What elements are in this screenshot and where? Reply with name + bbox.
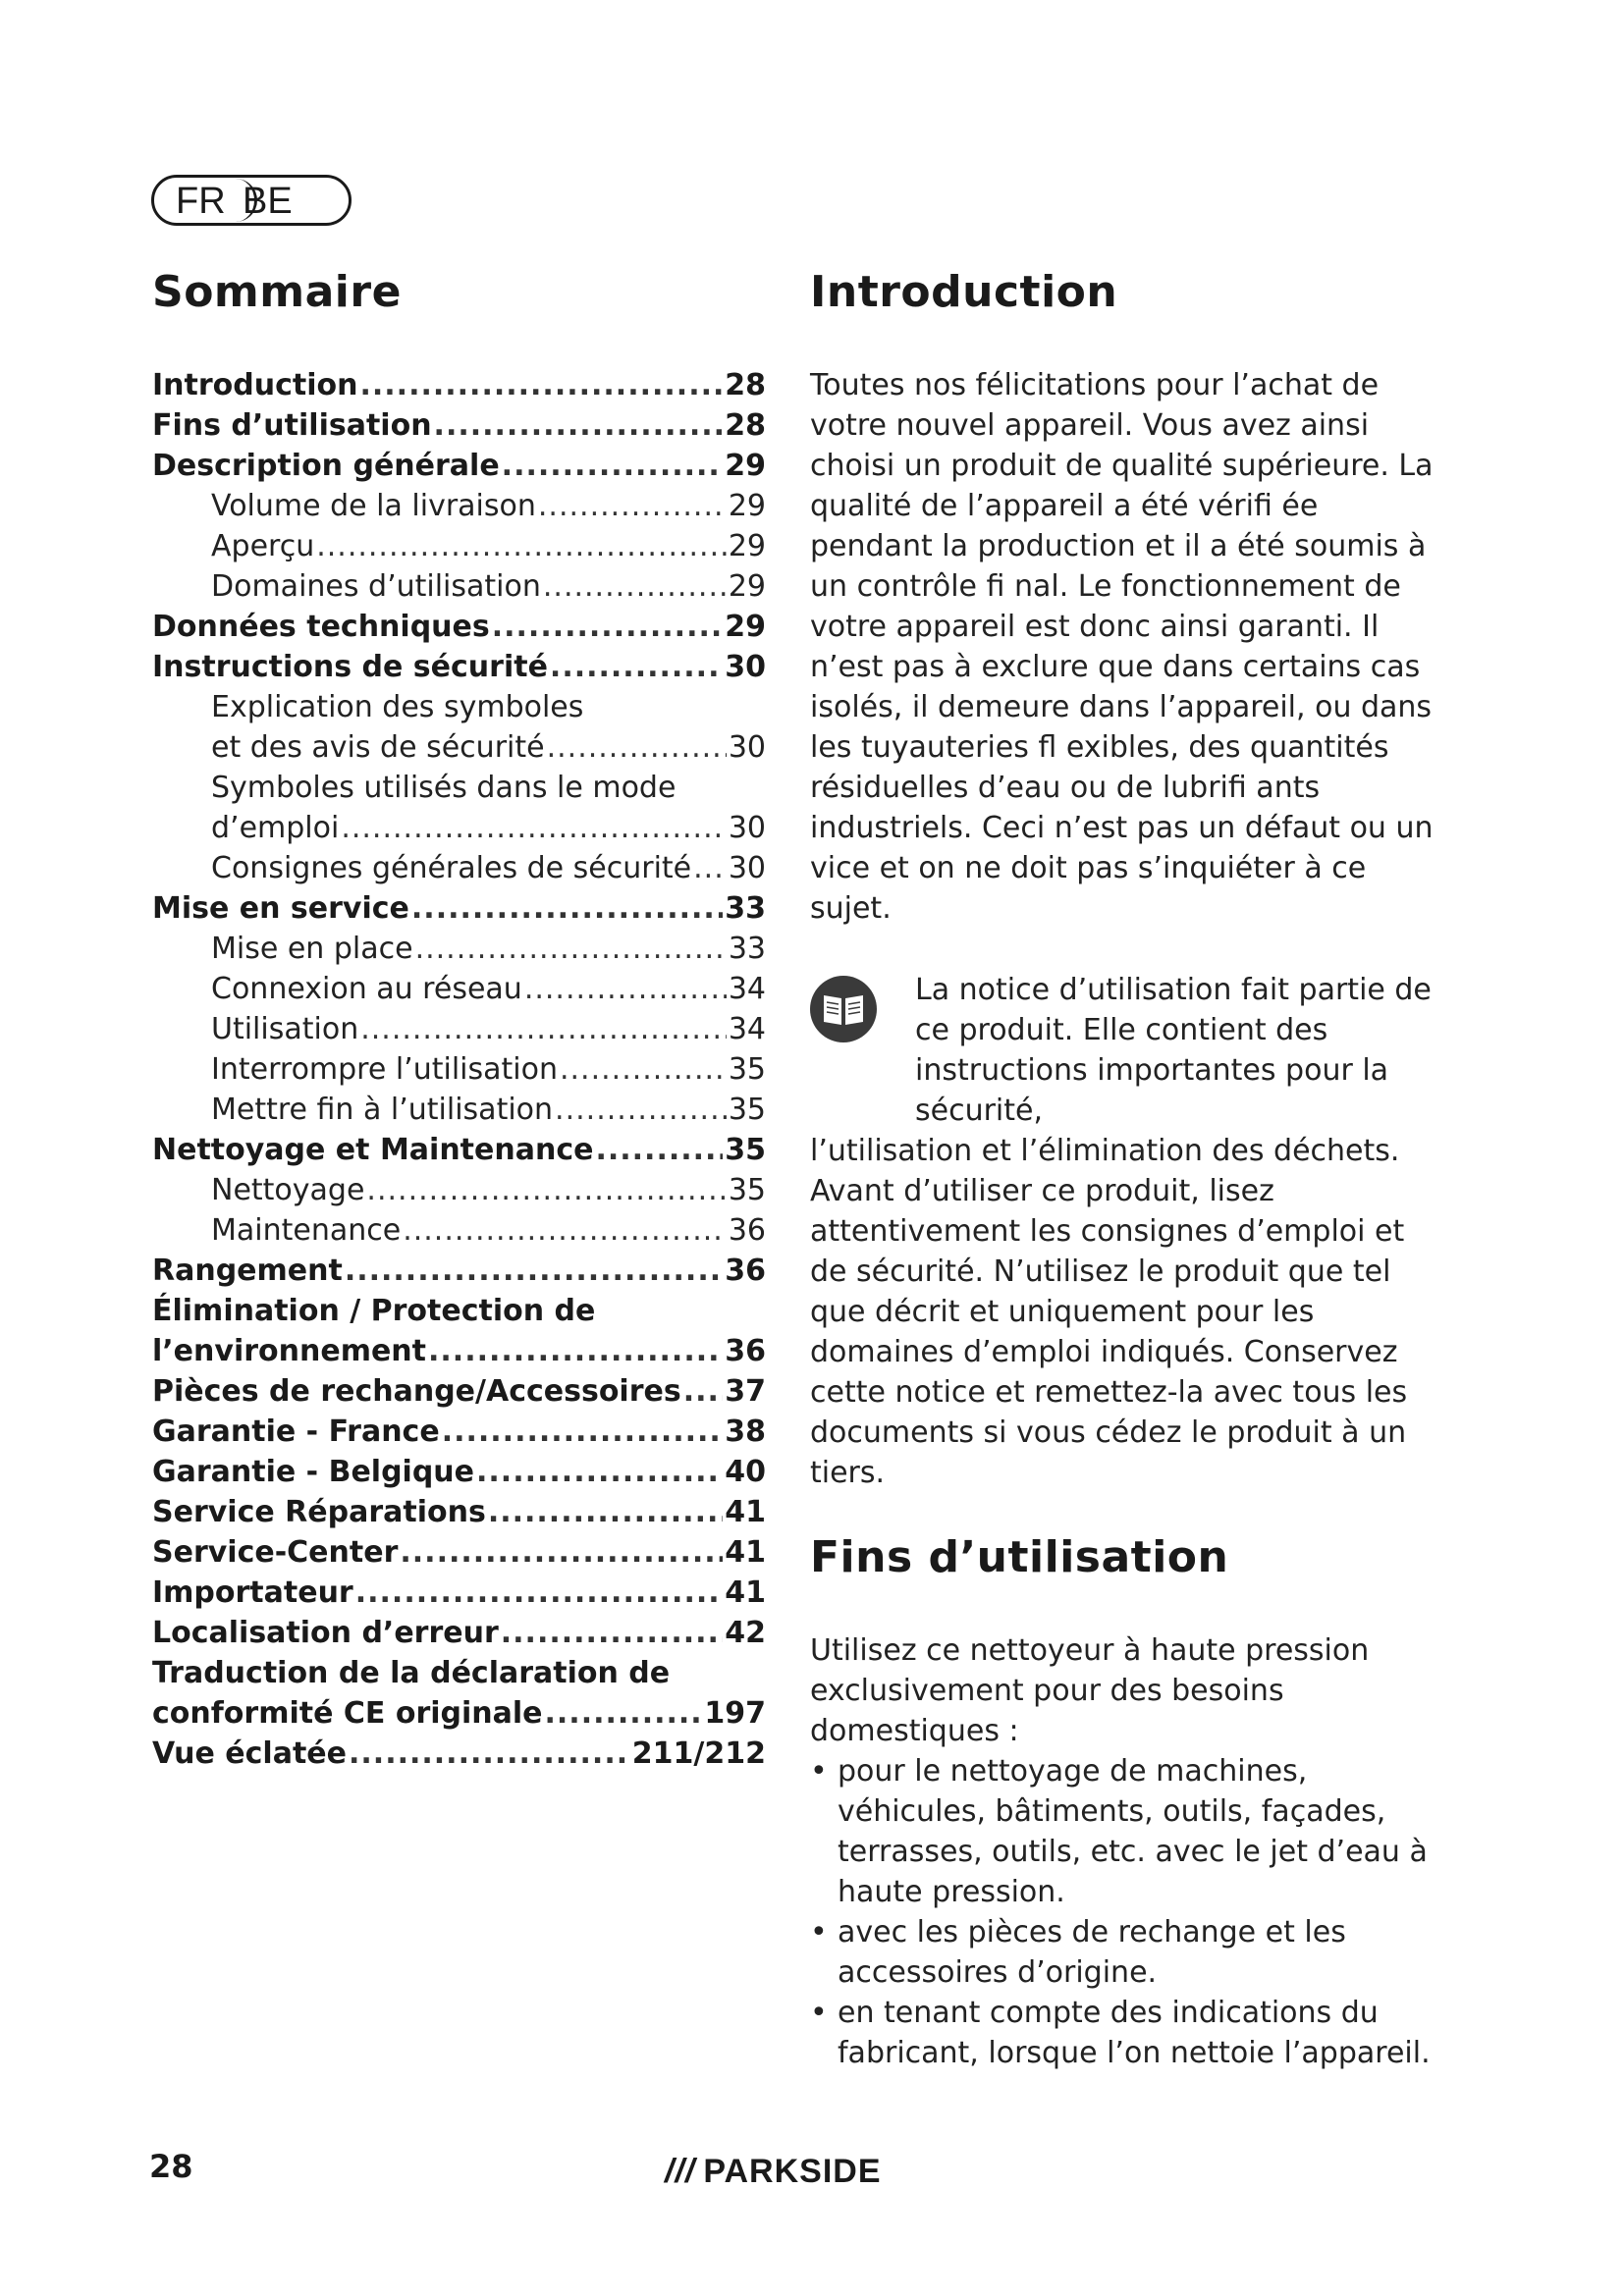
toc-entry [152, 929, 766, 969]
toc-entry [152, 526, 766, 566]
toc-leader-dots [543, 566, 727, 607]
toc-leader-dots [488, 1492, 723, 1532]
toc-entry [152, 405, 766, 446]
toc-entry-page: 29 [728, 529, 766, 563]
toc-leader-dots [555, 1090, 727, 1130]
toc-entry-label: Instructions de sécurité [152, 650, 548, 684]
toc-entry [152, 768, 766, 808]
toc-entry-label: d’emploi [211, 811, 340, 845]
bullet-text: avec les pièces de rechange et les accessoires d’origine. [838, 1915, 1346, 1990]
toc-entry-page: 37 [725, 1374, 766, 1409]
toc-entry-label: Vue éclatée [152, 1736, 347, 1771]
toc-entry-page: 30 [725, 650, 766, 684]
toc-entry-page: 33 [725, 891, 766, 926]
toc-entry [152, 848, 766, 888]
toc-entry-label: Nettoyage et Maintenance [152, 1133, 594, 1167]
toc-entry [152, 1532, 766, 1573]
toc-entry-label: Fins d’utilisation [152, 408, 432, 443]
fins-utilisation-heading: Fins d’utilisation [810, 1532, 1229, 1582]
toc-entry-page: 29 [728, 489, 766, 523]
toc-entry-page: 36 [725, 1334, 766, 1368]
toc-entry [152, 969, 766, 1009]
toc-entry-label: Explication des symboles [211, 690, 584, 724]
toc-entry-page: 41 [725, 1535, 766, 1570]
toc-entry-label: Aperçu [211, 529, 315, 563]
toc-entry [152, 607, 766, 647]
toc-entry-page: 36 [728, 1213, 766, 1248]
toc-leader-dots [341, 808, 726, 848]
toc-entry [152, 486, 766, 526]
toc-leader-dots [428, 1331, 723, 1371]
toc-entry-label: et des avis de sécurité [211, 730, 545, 765]
toc-leader-dots [683, 1371, 724, 1412]
toc-entry [152, 1371, 766, 1412]
toc-entry [152, 888, 766, 929]
toc-entry [152, 1170, 766, 1210]
toc-entry-label: Connexion au réseau [211, 972, 522, 1006]
parkside-logo [665, 2153, 882, 2191]
toc-entry-label: Service Réparations [152, 1495, 486, 1529]
toc-entry-label: Mise en service [152, 891, 409, 926]
toc-leader-dots [693, 848, 727, 888]
toc-entry [152, 1009, 766, 1049]
toc-leader-dots [547, 727, 727, 768]
toc-entry-page: 30 [728, 851, 766, 885]
toc-leader-dots [442, 1412, 724, 1452]
toc-leader-dots [415, 929, 727, 969]
toc-entry-label: Volume de la livraison [211, 489, 536, 523]
toc-entry-label: Introduction [152, 368, 358, 402]
toc-entry [152, 1452, 766, 1492]
fins-utilisation-section [810, 1530, 1448, 2073]
toc-leader-dots [316, 526, 727, 566]
toc-entry-page: 28 [725, 408, 766, 443]
toc-list [152, 365, 766, 1774]
toc-leader-dots [366, 1170, 726, 1210]
toc-entry-page: 38 [725, 1415, 766, 1449]
sommaire-heading: Sommaire [152, 267, 402, 317]
toc-leader-dots [355, 1573, 724, 1613]
toc-leader-dots [403, 1210, 727, 1251]
toc-leader-dots [501, 1613, 723, 1653]
toc-entry-page: 30 [728, 811, 766, 845]
toc-entry [152, 1331, 766, 1371]
bullet-icon: • [810, 1915, 828, 1949]
toc-entry-page: 36 [725, 1254, 766, 1288]
toc-entry-label: l’environnement [152, 1334, 426, 1368]
toc-entry [152, 1653, 766, 1693]
main-content [810, 265, 1448, 2073]
toc-entry [152, 1492, 766, 1532]
toc-entry-page: 33 [728, 932, 766, 966]
bullet-icon: • [810, 1996, 828, 2030]
toc-entry-label: Garantie - Belgique [152, 1455, 475, 1489]
toc-entry [152, 365, 766, 405]
toc-entry-page: 29 [728, 569, 766, 604]
page-number: 28 [149, 2148, 193, 2185]
toc-entry-label: Garantie - France [152, 1415, 440, 1449]
toc-entry [152, 446, 766, 486]
bullet-item [810, 1993, 1448, 2073]
toc-entry-label: Localisation d’erreur [152, 1616, 499, 1650]
toc-entry-page: 30 [728, 730, 766, 765]
toc-entry [152, 1734, 766, 1774]
toc-leader-dots [545, 1693, 703, 1734]
toc-leader-dots [411, 888, 723, 929]
toc-entry-page: 28 [725, 368, 766, 402]
bullet-text: pour le nettoyage de machines, véhicules, bâtiments, outils, façades, terrasses, outils, etc. avec le jet d’eau à haute pression. [838, 1754, 1428, 1909]
toc-entry [152, 727, 766, 768]
toc-leader-dots [550, 647, 723, 687]
book-icon [810, 976, 877, 1042]
toc-entry-page: 35 [725, 1133, 766, 1167]
bullet-item [810, 1912, 1448, 1993]
toc-entry-page: 29 [725, 610, 766, 644]
toc-entry-label: Pièces de rechange/Accessoires [152, 1374, 681, 1409]
toc-entry-label: conformité CE originale [152, 1696, 543, 1731]
toc-entry-label: Maintenance [211, 1213, 402, 1248]
toc-entry-label: Mise en place [211, 932, 413, 966]
toc-entry-page: 197 [704, 1696, 766, 1731]
toc-entry [152, 1412, 766, 1452]
language-fr: FR [176, 181, 226, 222]
toc-entry-page: 35 [728, 1052, 766, 1087]
toc-leader-dots [400, 1532, 723, 1573]
fins-utilisation-lead: Utilisez ce nettoyeur à haute pression exclusivement pour des besoins domestiques : [810, 1633, 1370, 1748]
toc-entry-page: 34 [728, 972, 766, 1006]
toc-entry-label: Données techniques [152, 610, 490, 644]
toc-leader-dots [345, 1251, 723, 1291]
toc-entry [152, 1251, 766, 1291]
toc-entry [152, 1573, 766, 1613]
toc-leader-dots [360, 1009, 727, 1049]
toc-entry [152, 808, 766, 848]
toc-entry-label: Traduction de la déclaration de [152, 1656, 671, 1690]
toc-leader-dots [492, 607, 724, 647]
table-of-contents [152, 265, 766, 1774]
toc-entry-page: 211/212 [631, 1736, 766, 1771]
toc-entry-label: Mettre fin à l’utilisation [211, 1093, 554, 1127]
toc-leader-dots [476, 1452, 723, 1492]
toc-entry-page: 41 [725, 1495, 766, 1529]
manual-notice [810, 970, 1448, 1493]
toc-leader-dots [560, 1049, 727, 1090]
manual-notice-lead: La notice d’utilisation fait partie de ce produit. Elle contient des instructions importantes pour la sécurité, [915, 973, 1432, 1128]
introduction-paragraph: Toutes nos félicitations pour l’achat de votre nouvel appareil. Vous avez ainsi choisi un produit de qualité supérieure. La qualité de l’appareil a été vérifi ée pendant la production et il a été soumis à un contrôle fi nal. Le fonctionnement de votre appareil est donc ainsi garanti. Il n’est pas à exclure que dans certains cas isolés, il demeure dans l’appareil, ou dans les tuyauteries fl exibles, des quantités résiduelles d’eau ou de lubrifi ants industriels. Ceci n’est pas un défaut ou un vice et on ne doit pas s’inquiéter à ce sujet. [810, 368, 1434, 926]
toc-entry [152, 647, 766, 687]
toc-entry [152, 1049, 766, 1090]
toc-entry-page: 40 [725, 1455, 766, 1489]
toc-entry-label: Importateur [152, 1575, 353, 1610]
toc-entry [152, 1130, 766, 1170]
toc-entry [152, 1693, 766, 1734]
toc-entry [152, 1210, 766, 1251]
toc-entry-page: 42 [725, 1616, 766, 1650]
toc-entry-page: 34 [728, 1012, 766, 1046]
bullet-item [810, 1751, 1448, 1912]
brand-name: PARKSIDE [703, 2153, 882, 2190]
language-badge [151, 175, 352, 226]
toc-entry-label: Rangement [152, 1254, 343, 1288]
toc-entry [152, 1613, 766, 1653]
toc-entry-label: Nettoyage [211, 1173, 365, 1207]
brand-prefix: /// [665, 2153, 696, 2190]
toc-entry-label: Interrompre l’utilisation [211, 1052, 558, 1087]
toc-entry-label: Service-Center [152, 1535, 399, 1570]
toc-entry [152, 1291, 766, 1331]
toc-entry [152, 566, 766, 607]
bullet-text: en tenant compte des indications du fabricant, lorsque l’on nettoie l’appareil. [838, 1996, 1431, 2070]
toc-entry-label: Élimination / Protection de [152, 1294, 596, 1328]
toc-entry-label: Consignes générales de sécurité [211, 851, 692, 885]
language-be: BE [243, 181, 293, 222]
toc-leader-dots [349, 1734, 630, 1774]
toc-entry-page: 35 [728, 1173, 766, 1207]
manual-notice-text: l’utilisation et l’élimination des déchets. Avant d’utiliser ce produit, lisez attentivement les consignes d’emploi et de sécurité. N’utilisez le produit que tel que décrit et uniquement pour les domaines d’emploi indiqués. Conservez cette notice et remettez-la avec tous les documents si vous cédez le produit à un tiers. [810, 1134, 1408, 1490]
toc-entry [152, 1090, 766, 1130]
toc-leader-dots [359, 365, 723, 405]
toc-entry-page: 35 [728, 1093, 766, 1127]
toc-entry-label: Domaines d’utilisation [211, 569, 541, 604]
toc-entry [152, 687, 766, 727]
toc-entry-page: 29 [725, 449, 766, 483]
toc-entry-page: 41 [725, 1575, 766, 1610]
toc-leader-dots [502, 446, 724, 486]
toc-entry-label: Description générale [152, 449, 500, 483]
toc-leader-dots [595, 1130, 723, 1170]
bullet-icon: • [810, 1754, 828, 1789]
toc-leader-dots [524, 969, 727, 1009]
toc-entry-label: Utilisation [211, 1012, 359, 1046]
toc-entry-label: Symboles utilisés dans le mode [211, 771, 677, 805]
introduction-heading: Introduction [810, 267, 1118, 317]
toc-leader-dots [434, 405, 724, 446]
toc-leader-dots [538, 486, 727, 526]
